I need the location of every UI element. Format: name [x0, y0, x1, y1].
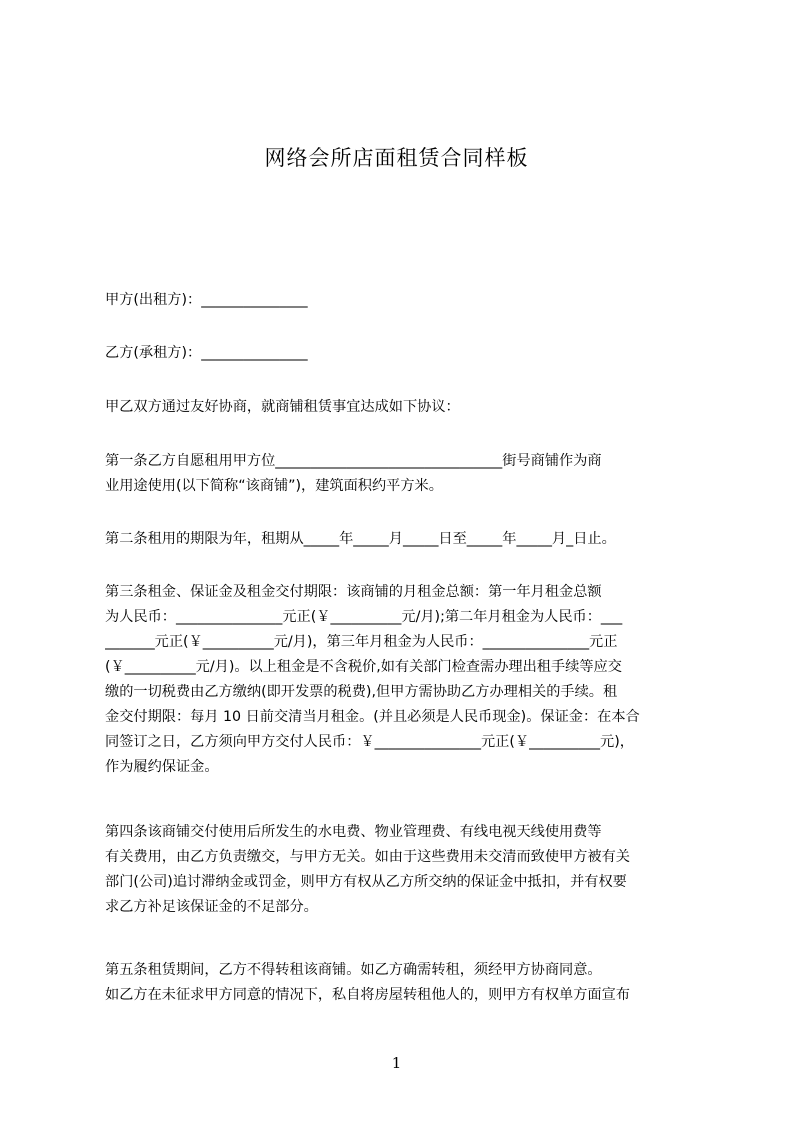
- text-line: 部门(公司)追讨滞纳金或罚金，则甲方有权从乙方所交纳的保证金中抵扣，并有权要: [105, 874, 627, 890]
- text-line: 为人民币：_______________元正(￥__________元/月);第二年月租金为人民币：___: [105, 609, 623, 625]
- article-1-paragraph: [105, 449, 701, 499]
- text-line: 第五条租赁期间，乙方不得转租该商铺。如乙方确需转租，须经甲方协商同意。: [105, 962, 602, 978]
- text-line: 同签订之日，乙方须向甲方交付人民币：￥_______________元正(￥__________元)，: [105, 734, 634, 750]
- text-line: (￥__________元/月)。以上租金是不含税价,如有关部门检查需办理出租手续等应交: [105, 659, 622, 675]
- party-b-field: [105, 341, 701, 366]
- text-line: 金交付期限：每月 10 日前交清当月租金。(并且必须是人民币现金)。保证金：在本合: [105, 709, 640, 725]
- page-number: 1: [391, 1054, 402, 1072]
- article-5-paragraph: [105, 958, 701, 1008]
- text-line: 有关费用，由乙方负责缴交，与甲方无关。如由于这些费用未交清而致使甲方被有关: [105, 849, 630, 865]
- text-line: 缴的一切税费由乙方缴纳(即开发票的税费),但甲方需协助乙方办理相关的手续。租: [105, 684, 618, 700]
- text-line: 如乙方在未征求甲方同意的情况下，私自将房屋转租他人的，则甲方有权单方面宣布: [105, 987, 630, 1003]
- text-line: 第二条租用的期限为年，租期从_____年_____月_____日至_____年_____月_日止。: [105, 531, 616, 547]
- text-line: 甲方(出租方)：_______________: [105, 292, 308, 308]
- text-line: 求乙方补足该保证金的不足部分。: [105, 899, 318, 915]
- party-a-field: [105, 288, 701, 313]
- text-line: 业用途使用(以下简称“该商铺”)，建筑面积约平方米。: [105, 478, 443, 494]
- article-2-paragraph: [105, 527, 701, 552]
- article-3-paragraph: [105, 580, 701, 780]
- text-line: 第三条租金、保证金及租金交付期限：该商铺的月租金总额：第一年月租金总额: [105, 584, 602, 600]
- text-line: _______元正(￥__________元/月)，第三年月租金为人民币：_______________元正: [105, 634, 618, 650]
- text-line: 甲乙双方通过友好协商，就商铺租赁事宜达成如下协议：: [105, 399, 460, 415]
- text-line: 作为履约保证金。: [105, 759, 219, 775]
- article-4-paragraph: [105, 820, 701, 920]
- text-line: 乙方(承租方)：_______________: [105, 345, 308, 361]
- text-line: 第一条乙方自愿租用甲方位________________________________街号商铺作为商: [105, 453, 602, 469]
- document-title: 网络会所店面租赁合同样板: [264, 146, 529, 170]
- text-line: 第四条该商铺交付使用后所发生的水电费、物业管理费、有线电视天线使用费等: [105, 824, 602, 840]
- intro-paragraph: [105, 395, 701, 420]
